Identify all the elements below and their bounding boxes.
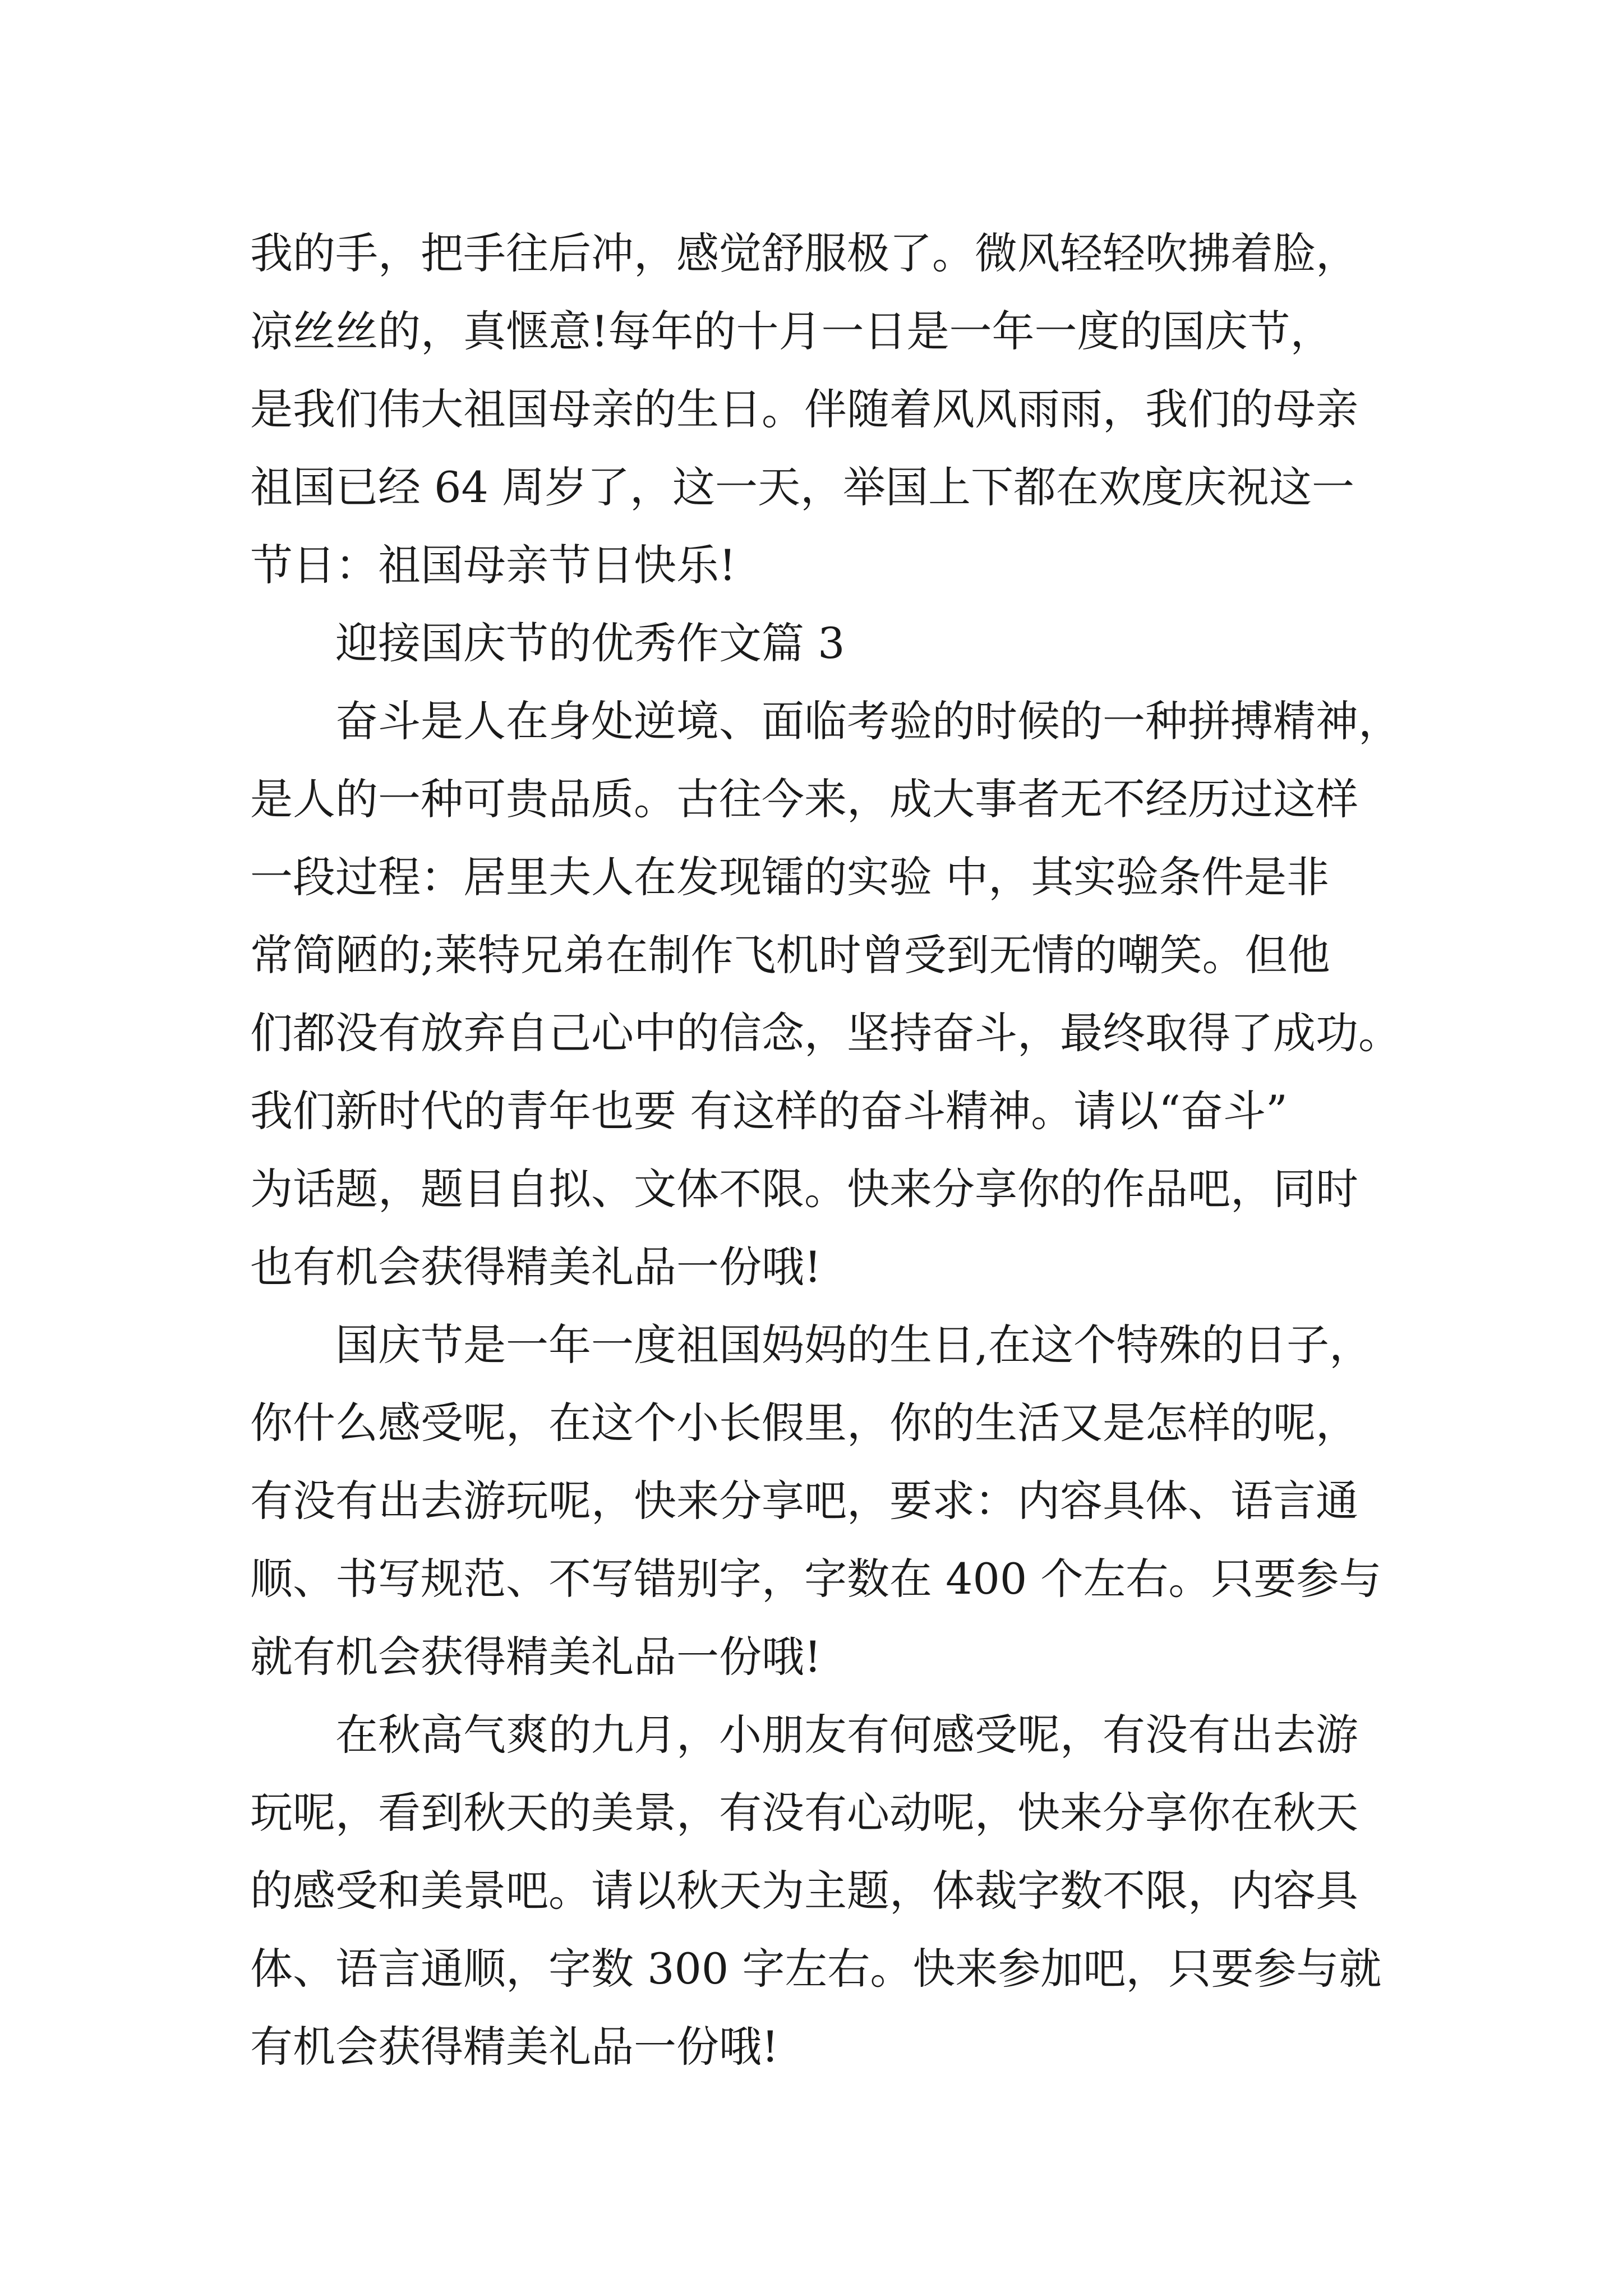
paragraph-autumn (250, 1696, 1417, 2086)
text-line: 在秋高气爽的九月，小朋友有何感受呢，有没有出去游 (335, 1710, 1358, 1760)
text-line: 玩呢，看到秋天的美景，有没有心动呢，快来分享你在秋天 (250, 1788, 1358, 1838)
text-line: 顺、书写规范、不写错别字，字数在 400 个左右。只要参与 (250, 1554, 1382, 1604)
text-line: 是人的一种可贵品质。古往今来，成大事者无不经历过这样 (250, 774, 1358, 824)
paragraph-continuation (250, 214, 1417, 604)
text-line: 有没有出去游玩呢，快来分享吧，要求：内容具体、语言通 (250, 1476, 1358, 1526)
section-heading (250, 604, 1417, 682)
text-line: 为话题，题目自拟、文体不限。快来分享你的作品吧，同时 (250, 1164, 1358, 1214)
text-line: 的感受和美景吧。请以秋天为主题，体裁字数不限，内容具 (250, 1866, 1358, 1916)
text-line: 国庆节是一年一度祖国妈妈的生日,在这个特殊的日子， (335, 1320, 1372, 1370)
text-line: 就有机会获得精美礼品一份哦! (250, 1632, 822, 1682)
paragraph-striving (250, 682, 1417, 1306)
text-line: 奋斗是人在身处逆境、面临考验的时候的一种拼搏精神， (335, 696, 1401, 746)
text-line: 你什么感受呢，在这个小长假里，你的生活又是怎样的呢， (250, 1398, 1358, 1448)
paragraph-national-day (250, 1306, 1417, 1696)
text-line: 们都没有放弃自己心中的信念，坚持奋斗，最终取得了成功。 (250, 1008, 1401, 1058)
text-line: 节日：祖国母亲节日快乐! (250, 540, 736, 590)
text-line: 也有机会获得精美礼品一份哦! (250, 1242, 822, 1292)
text-line: 我的手，把手往后冲，感觉舒服极了。微风轻轻吹拂着脸， (250, 228, 1358, 278)
document-body (250, 214, 1417, 2086)
text-line: 祖国已经 64 周岁了，这一天，举国上下都在欢度庆祝这一 (250, 462, 1355, 512)
text-line: 我们新时代的青年也要 有这样的奋斗精神。请以“奋斗” (250, 1086, 1288, 1136)
text-line: 常简陋的;莱特兄弟在制作飞机时曾受到无情的嘲笑。但他 (250, 930, 1330, 980)
text-line: 有机会获得精美礼品一份哦! (250, 2022, 779, 2072)
text-line: 是我们伟大祖国母亲的生日。伴随着风风雨雨，我们的母亲 (250, 384, 1358, 434)
text-line: 体、语言通顺，字数 300 字左右。快来参加吧，只要参与就 (250, 1944, 1382, 1994)
heading-text: 迎接国庆节的优秀作文篇 3 (335, 618, 845, 668)
text-line: 一段过程：居里夫人在发现镭的实验 中，其实验条件是非 (250, 852, 1330, 902)
text-line: 凉丝丝的，真惬意!每年的十月一日是一年一度的国庆节， (250, 306, 1333, 356)
